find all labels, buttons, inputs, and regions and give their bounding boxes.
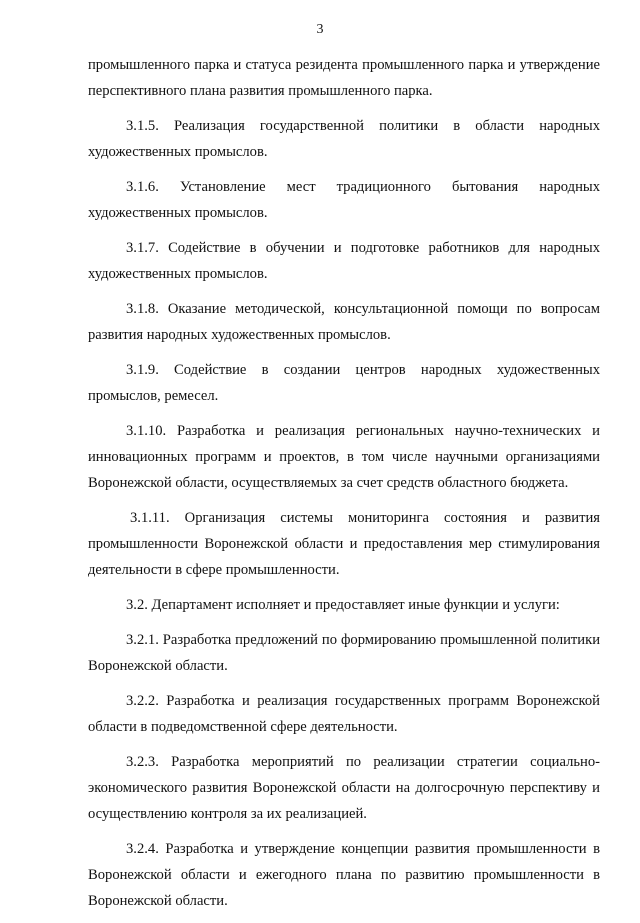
paragraph-3-1-10: 3.1.10. Разработка и реализация региональных научно-технических и инновационных программ и проектов, в том числе научными организациями Воронежской области, осуществляемых за счет средств областного бюджета. (88, 423, 600, 491)
paragraph-continuation: промышленного парка и статуса резидента промышленного парка и утверждение перспективного плана развития промышленного парка. (88, 57, 600, 99)
paragraph-3-2-3: 3.2.3. Разработка мероприятий по реализации стратегии социально-экономического развития Воронежской области на долгосрочную перспективу и осуществлению контроля за их реализацией. (88, 754, 600, 822)
paragraph-3-2-1: 3.2.1. Разработка предложений по формированию промышленной политики Воронежской области. (88, 632, 600, 674)
paragraph-3-1-9: 3.1.9. Содействие в создании центров народных художественных промыслов, ремесел. (88, 362, 600, 404)
page-number: 3 (316, 22, 324, 37)
paragraph-3-1-5: 3.1.5. Реализация государственной политики в области народных художественных промыслов. (88, 118, 600, 160)
paragraph-3-1-8: 3.1.8. Оказание методической, консультационной помощи по вопросам развития народных художественных промыслов. (88, 301, 600, 343)
paragraph-3-2-2: 3.2.2. Разработка и реализация государственных программ Воронежской области в подведомственной сфере деятельности. (88, 693, 600, 735)
paragraph-3-1-11: 3.1.11. Организация системы мониторинга состояния и развития промышленности Воронежской области и предоставления мер стимулирования деятельности в сфере промышленности. (88, 510, 600, 578)
paragraph-3-1-7: 3.1.7. Содействие в обучении и подготовке работников для народных художественных промыслов. (88, 240, 600, 282)
paragraph-3-1-6: 3.1.6. Установление мест традиционного бытования народных художественных промыслов. (88, 179, 600, 221)
paragraph-3-2: 3.2. Департамент исполняет и предоставляет иные функции и услуги: (126, 597, 560, 613)
document-body (88, 52, 600, 923)
paragraph-3-2-4: 3.2.4. Разработка и утверждение концепции развития промышленности в Воронежской области и ежегодного плана по развитию промышленности в Воронежской области. (88, 841, 600, 909)
